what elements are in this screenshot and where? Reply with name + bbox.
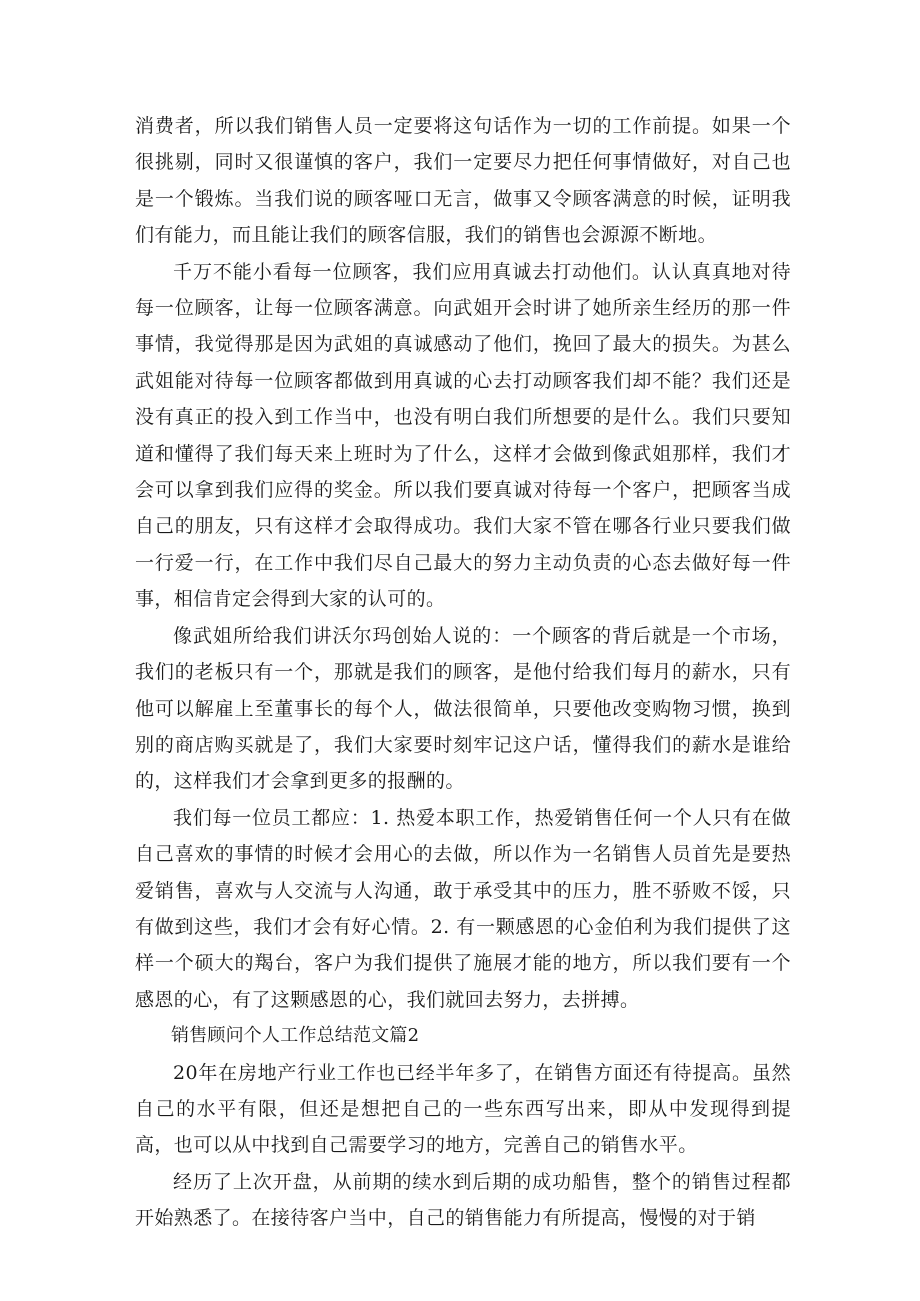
section-heading: 销售顾问个人工作总结范文篇2 (171, 1025, 420, 1047)
paragraph-1: 消费者，所以我们销售人员一定要将这句话作为一切的工作前提。如果一个很挑剔，同时又很谨慎的客户，我们一定要尽力把任何事情做好，对自己也是一个锻炼。当我们说的顾客哑口无言，做事又令顾客满意的时候，证明我们有能力，而且能让我们的顾客信服，我们的销售也会源源不断地。 (135, 115, 791, 247)
paragraph-2: 千万不能小看每一位顾客，我们应用真诚去打动他们。认认真真地对待每一位顾客，让每一位顾客满意。向武姐开会时讲了她所亲生经历的那一件事情，我觉得那是因为武姐的真诚感动了他们，挽回了最大的损失。为甚么武姐能对待每一位顾客都做到用真诚的心去打动顾客我们却不能？我们还是没有真正的投入到工作当中，也没有明白我们所想要的是什么。我们只要知道和懂得了我们每天来上班时为了什么，这样才会做到像武姐那样，我们才会可以拿到我们应得的奖金。所以我们要真诚对待每一个客户，把顾客当成自己的朋友，只有这样才会取得成功。我们大家不管在哪各行业只要我们做一行爱一行，在工作中我们尽自己最大的努力主动负责的心态去做好每一件事，相信肯定会得到大家的认可的。 (135, 260, 791, 611)
document-body (135, 108, 791, 1237)
paragraph-5: 20年在房地产行业工作也已经半年多了，在销售方面还有待提高。虽然自己的水平有限，但还是想把自己的一些东西写出来，即从中发现得到提高，也可以从中找到自己需要学习的地方，完善自己的销售水平。 (135, 1061, 791, 1157)
paragraph-3: 像武姐所给我们讲沃尔玛创始人说的：一个顾客的背后就是一个市场，我们的老板只有一个，那就是我们的顾客，是他付给我们每月的薪水，只有他可以解雇上至董事长的每个人，做法很简单，只要他改变购物习惯，换到别的商店购买就是了，我们大家要时刻牢记这户话，懂得我们的薪水是谁给的，这样我们才会拿到更多的报酬的。 (135, 624, 791, 793)
paragraph-6: 经历了上次开盘，从前期的续水到后期的成功船售，整个的销售过程都开始熟悉了。在接待客户当中，自己的销售能力有所提高，慢慢的对于销 (135, 1170, 791, 1230)
paragraph-4: 我们每一位员工都应：1. 热爱本职工作，热爱销售任何一个人只有在做自己喜欢的事情的时候才会用心的去做，所以作为一名销售人员首先是要热爱销售，喜欢与人交流与人沟通，敢于承受其中的压力，胜不骄败不馁，只有做到这些，我们才会有好心情。2. 有一颗感恩的心金伯利为我们提供了这样一个硕大的羯台，客户为我们提供了施展才能的地方，所以我们要有一个感恩的心，有了这颗感恩的心，我们就回去努力，去拼搏。 (135, 806, 791, 1011)
